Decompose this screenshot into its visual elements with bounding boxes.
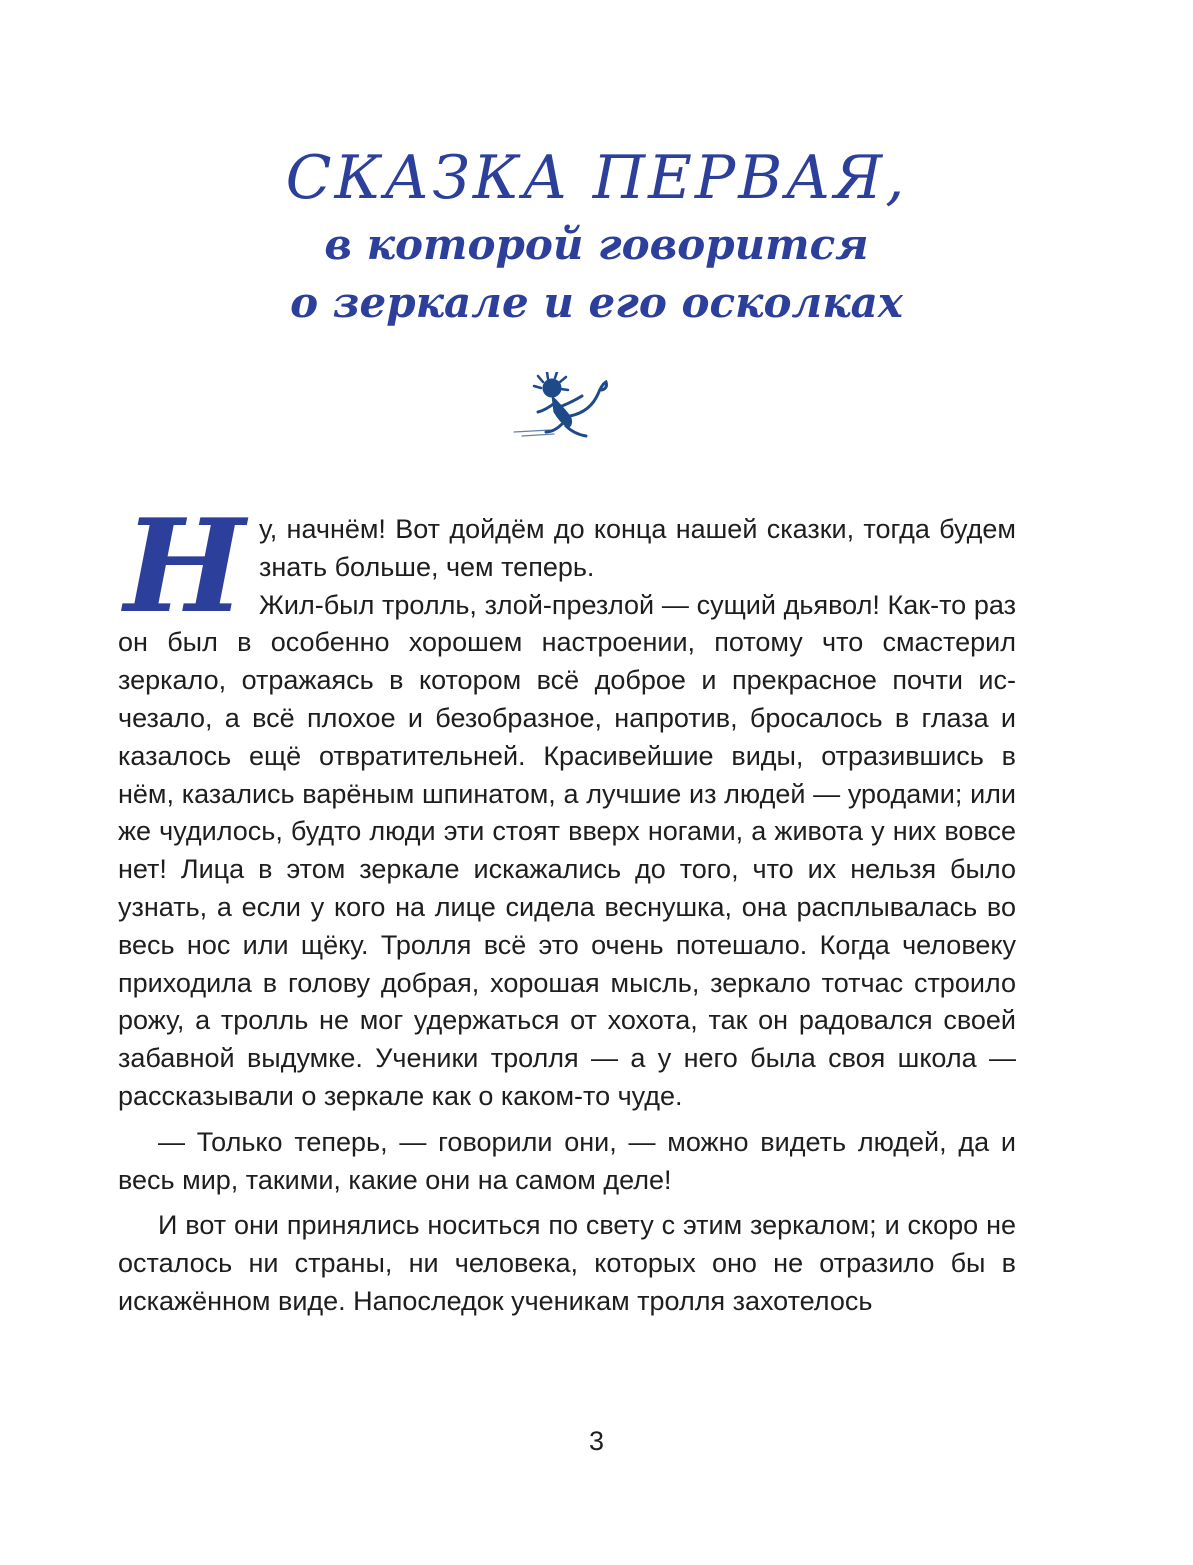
- chapter-subtitle-line-2: о зеркале и его осколках: [290, 278, 903, 327]
- paragraph-1: [118, 492, 1016, 642]
- paragraph-3: — Только теперь, — говорили они, — можно видеть людей, да и весь мир, такими, какие они на самом деле!: [118, 1126, 1016, 1195]
- story-text: [118, 492, 1016, 1321]
- drop-cap: Н: [124, 492, 245, 642]
- troll-icon: [510, 372, 620, 444]
- page-number: 3: [588, 1426, 605, 1456]
- chapter-title: СКАЗКА ПЕРВАЯ,: [285, 143, 908, 213]
- paragraph-2: Жил-был тролль, злой-презлой — сущий дьявол! Как-то раз он был в особенно хорошем настроении, потому что смастерил зеркало, отражаясь в котором всё доброе и прекрасное почти исчезало, а всё плохое и безобразное, напротив, бросалось в глаза и казалось ещё отвратительней. Красивейшие виды, отразившись в нём, казались варёным шпинатом, а лучшие из людей — уродами; или же чудилось, будто люди эти стоят вверх ногами, а живота у них вовсе нет! Лица в этом зеркале искажались до того, что их нельзя было узнать, а если у кого на лице сидела веснушка, она расплывалась во весь нос или щёку. Тролля всё это очень потешало. Когда человеку приходила в голову добрая, хорошая мысль, зеркало тотчас строило рожу, а тролль не мог удержаться от хохота, так он радовался своей забавной выдумке. Ученики тролля — а у него была своя школа — рассказывали о зеркале как о каком-то чуде.: [118, 589, 1016, 1111]
- paragraph-1-text: у, начнём! Вот дойдём до конца нашей сказки, тогда будем знать больше, чем теперь.: [258, 514, 1016, 582]
- chapter-heading: [0, 140, 1193, 332]
- paragraph-4: И вот они принялись носиться по свету с этим зеркалом; и скоро не осталось ни страны, ни человека, которых оно не отразило бы в искажённом виде. Напоследок ученикам тролля захотелось: [118, 1210, 1016, 1316]
- chapter-subtitle-line-1: в которой говорится: [324, 220, 869, 269]
